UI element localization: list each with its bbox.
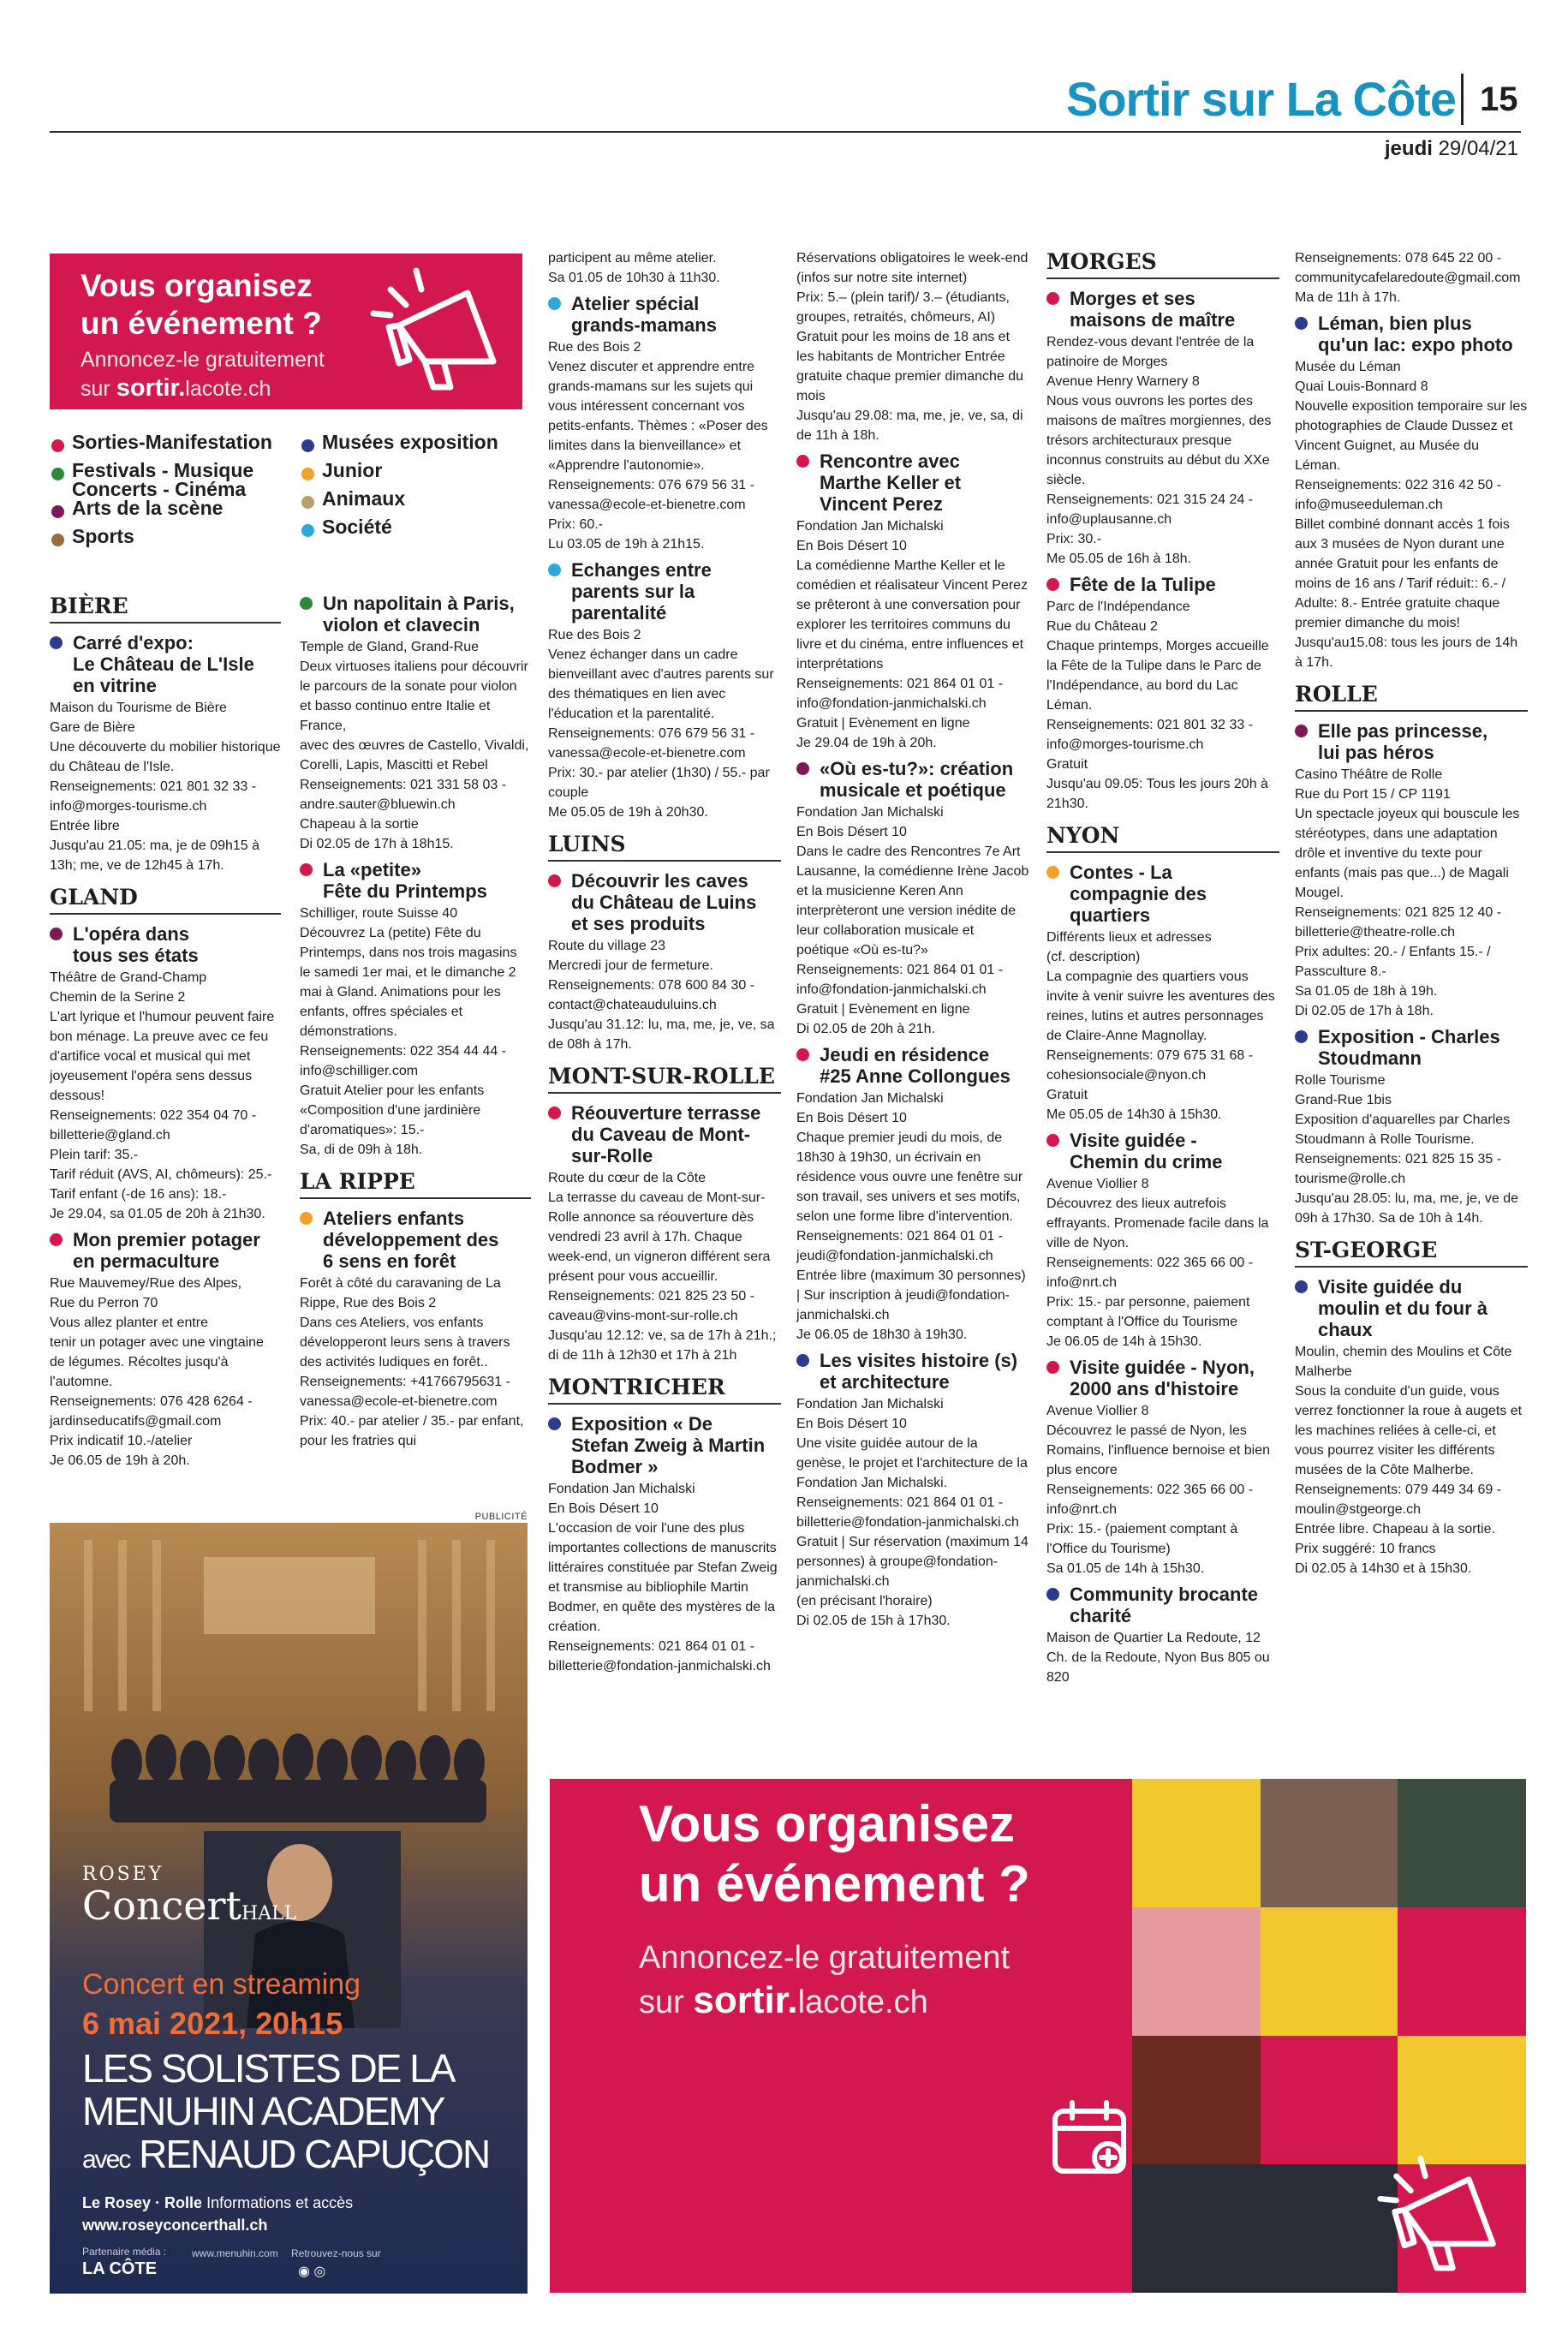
event-title[interactable] <box>1295 1276 1528 1340</box>
event-details: Rue des Bois 2 Venez discuter et apprendre entre grands-mamans sur les sujets qui vous intéressent concernant vos petits-enfants. Thèmes : «Poser des limites dans la bienveillance» et «Apprendre l'autonomie». Renseignements: 076 679 56 31 - vanessa@ecole-et-bienetre.com Prix: 60.- Lu 03.05 de 19h à 21h15. <box>548 340 768 552</box>
streaming-label: Concert en streaming <box>82 1968 361 2001</box>
event-listing[interactable] <box>796 758 1029 1039</box>
event-title-text: Community brocante charité <box>1070 1584 1259 1626</box>
event-details: Temple de Gland, Grand-Rue Deux virtuoses italiens pour découvrir le parcours de la sonate pour violon et basso continuo entre Italie et France, avec des œuvres de Castello, Vivaldi, Corelli, Lapis, Mascitti et Rebel Renseignements: 021 331 58 03 - andre.sauter@bluewin.ch Chapeau à la sortie Di 02.05 de 17h à 18h15. <box>300 640 529 851</box>
calendar-icon <box>1046 2094 1141 2188</box>
event-title[interactable] <box>796 450 1029 515</box>
event-listing[interactable] <box>548 870 781 1054</box>
event-title-text: Echanges entre parents sur la parentalité <box>571 559 712 624</box>
legend-left <box>51 433 308 555</box>
promo-banner[interactable] <box>50 254 522 409</box>
category-dot <box>548 874 561 887</box>
concert-title: LES SOLISTES DE LA MENUHIN ACADEMY avec RENAUD CAPUÇON <box>82 2046 490 2176</box>
legend-label: Société <box>322 516 392 538</box>
legend-label: Musées exposition <box>322 431 498 453</box>
town-heading: MONT-SUR-ROLLE <box>548 1063 781 1094</box>
event-listing[interactable] <box>796 450 1029 753</box>
event-title[interactable] <box>1295 1026 1528 1069</box>
event-title[interactable] <box>548 870 781 934</box>
category-dot <box>1295 317 1308 330</box>
category-dot <box>50 1233 63 1246</box>
category-dot <box>1046 866 1059 879</box>
legend-item <box>301 489 558 517</box>
page-number: 15 <box>1480 81 1518 118</box>
category-dot <box>51 505 64 518</box>
event-title-text: «Où es-tu?»: création musicale et poétique <box>820 758 1014 801</box>
event-title-text: Visite guidée du moulin et du four à chaux <box>1318 1276 1488 1340</box>
issue-date-value: 29/04/21 <box>1438 137 1518 160</box>
event-title[interactable] <box>548 293 781 336</box>
legend-item <box>301 517 558 546</box>
event-title-text: Mon premier potager en permaculture <box>73 1229 260 1272</box>
category-dot <box>50 636 63 649</box>
category-dot <box>1046 292 1059 305</box>
event-title-text: Carré d'expo: Le Château de L'Isle en vitrine <box>73 632 254 696</box>
event-details: Rue Mauvemey/Rue des Alpes, Rue du Perron 70 Vous allez planter et entre tenir un potager avec une vingtaine de légumes. Récoltes jusqu'à l'automne. Renseignements: 076 428 6264 - jardinseducatifs@gmail.com Prix indicatif 10.-/atelier Je 06.05 de 19h à 20h. <box>50 1276 264 1468</box>
event-details: Parc de l'Indépendance Rue du Château 2 Chaque printemps, Morges accueille la Fête de la Tulipe dans le Parc de l'Indépendance, au bord du Lac Léman. Renseignements: 021 801 32 33 - info@morges-tourisme.ch Gratuit Jusqu'au 09.05: Tous les jours 20h à 21h30. <box>1046 600 1269 811</box>
event-details: Rolle Tourisme Grand-Rue 1bis Exposition d'aquarelles par Charles Stoudmann à Rolle Tourisme. Renseignements: 021 825 15 35 - tourisme@rolle.ch Jusqu'au 28.05: lu, ma, me, je, ve de 09h à 17h30. Sa de 10h à 14h. <box>1295 1073 1518 1226</box>
event-details: Théâtre de Grand-Champ Chemin de la Serine 2 L'art lyrique et l'humour peuvent faire bon ménage. La preuve avec ce feu d'artifice vocal et musical qui met joyeusement l'opéra sens dessus dessous! Renseignements: 022 354 04 70 - billetterie@gland.ch Plein tarif: 35.- Tarif réduit (AVS, AI, chômeurs): 25.- Tarif enfant (-de 16 ans): 18.- Je 29.04, sa 01.05 de 20h à 21h30. <box>50 970 275 1221</box>
event-title[interactable] <box>1046 862 1279 926</box>
event-title[interactable] <box>50 1229 281 1272</box>
legend-right <box>301 433 558 546</box>
listing-column-5 <box>1046 248 1279 1692</box>
category-dot <box>548 1417 561 1430</box>
event-listing[interactable] <box>1295 313 1528 672</box>
event-title-text: Exposition « De Stefan Zweig à Martin Bodmer » <box>571 1413 766 1477</box>
event-details: Fondation Jan Michalski En Bois Désert 10 Dans le cadre des Rencontres 7e Art Lausanne, la comédienne Irène Jacob et la musicienne Keren Ann interprèteront une version inédite de leur collaboration musicale et poétique «Où es-tu?» Renseignements: 021 864 01 01 - info@fondation-janmichalski.ch Gratuit | Evènement en ligne Di 02.05 de 20h à 21h. <box>796 805 1029 1036</box>
town-heading: NYON <box>1046 822 1279 853</box>
masthead-divider <box>1461 74 1464 125</box>
event-listing[interactable] <box>548 1413 781 1676</box>
legend-label: Animaux <box>322 487 406 510</box>
event-listing[interactable] <box>1295 1026 1528 1228</box>
legend-item <box>301 433 558 461</box>
event-details: Fondation Jan Michalski En Bois Désert 10 L'occasion de voir l'une des plus importantes collections de manuscrits littéraires constituée par Stefan Zweig et transmise au bibliophile Martin Bodmer, en quête des mystères de la création. Renseignements: 021 864 01 01 - billetterie@fondation-janmichalski.ch <box>548 1482 778 1674</box>
megaphone-icon <box>365 259 519 404</box>
event-listing[interactable] <box>300 593 531 854</box>
social-icons[interactable]: ◉ ◎ <box>298 2264 326 2279</box>
event-title[interactable] <box>548 1102 781 1166</box>
event-title-text: L'opéra dans tous ses états <box>73 923 199 966</box>
section-title: Sortir sur La Côte <box>1066 72 1456 126</box>
event-title[interactable] <box>1046 288 1279 331</box>
event-listing[interactable] <box>1046 574 1279 814</box>
event-details: Avenue Viollier 8 Découvrez le passé de Nyon, les Romains, l'influence bernoise et bien plus encore Renseignements: 022 365 66 00 - info@nrt.ch Prix: 15.- (paiement comptant à l'Office du Tourisme) Sa 01.05 de 14h à 15h30. <box>1046 1404 1270 1576</box>
masthead-rule <box>50 131 1521 133</box>
event-title-text: Découvrir les caves du Château de Luins et ses produits <box>571 870 757 934</box>
legend-label: Festivals - Musique Concerts - Cinéma <box>72 459 254 500</box>
event-title[interactable] <box>796 1044 1029 1087</box>
category-dot <box>301 439 314 452</box>
legend-label: Junior <box>322 459 383 481</box>
category-dot <box>796 1354 809 1367</box>
listing-continuation: Réservations obligatoires le week-end (infos sur notre site internet) Prix: 5.– (plein tarif)/ 3.– (étudiants, groupes, retraités, chômeurs, AI) Gratuit pour les moins de 18 ans et les habitants de Montricher Entrée gratuite chaque premier dimanche du mois Jusqu'au 29.08: ma, me, je, ve, sa, di de 11h à 18h. <box>796 251 1028 443</box>
concert-hall-logo: ConcertHALL <box>82 1882 297 1929</box>
category-dot <box>50 928 63 940</box>
legend-item <box>51 433 308 461</box>
event-title-text: Léman, bien plus qu'un lac: expo photo <box>1318 313 1513 355</box>
event-title[interactable] <box>300 859 531 902</box>
legend-item <box>51 498 308 527</box>
category-dot <box>51 534 64 546</box>
event-details: Fondation Jan Michalski En Bois Désert 10 La comédienne Marthe Keller et le comédien et réalisateur Vincent Perez se prêteront à une conversation pour explorer les territoires communs du livre et du cinéma, entre influences et interprétations Renseignements: 021 864 01 01 - info@fondation-janmichalski.ch Gratuit | Evènement en ligne Je 29.04 de 19h à 20h. <box>796 519 1028 750</box>
category-dot <box>300 1212 313 1225</box>
legend-item <box>51 527 308 555</box>
event-listing[interactable] <box>548 1102 781 1365</box>
event-details: Fondation Jan Michalski En Bois Désert 10 Une visite guidée autour de la genèse, le projet et l'architecture de la Fondation Jan Michalski. Renseignements: 021 864 01 01 - billetterie@fondation-janmichalski.ch Gratuit | Sur réservation (maximum 14 personnes) à groupe@fondation-janmichalski.ch (en précisant l'horaire) Di 02.05 de 15h à 17h30. <box>796 1397 1028 1628</box>
promo-title: Vous organisez un événement ? <box>80 268 322 341</box>
event-listing[interactable] <box>796 1350 1029 1631</box>
category-dot <box>548 564 561 576</box>
legend-label: Sports <box>72 525 134 547</box>
legend-label: Arts de la scène <box>72 497 224 519</box>
event-details: Route du village 23 Mercredi jour de fermeture. Renseignements: 078 600 84 30 - contact@chateauduluins.ch Jusqu'au 31.12: lu, ma, me, je, ve, sa de 08h à 17h. <box>548 939 775 1052</box>
listing-column-2 <box>300 593 531 1456</box>
event-listing[interactable] <box>1295 1276 1528 1578</box>
event-title-text: Contes - La compagnie des quartiers <box>1070 862 1207 926</box>
event-listing[interactable] <box>1046 1130 1279 1351</box>
listing-column-3 <box>548 248 781 1681</box>
event-title-text: Elle pas princesse, lui pas héros <box>1318 720 1488 763</box>
event-title-text: Atelier spécial grands-mamans <box>571 293 717 336</box>
listing-column-4 <box>796 248 1029 1636</box>
event-listing[interactable] <box>796 1044 1029 1345</box>
event-listing[interactable] <box>50 923 281 1224</box>
event-details: Maison du Tourisme de Bière Gare de Bière Une découverte du mobilier historique du Château de l'Isle. Renseignements: 021 801 32 33 - info@morges-tourisme.ch Entrée libre Jusqu'au 21.05: ma, je de 09h15 à 13h; me, ve de 12h45 à 17h. <box>50 701 281 873</box>
event-title[interactable] <box>1046 574 1279 595</box>
event-listing[interactable] <box>300 859 531 1160</box>
sortir-ad-subtitle: Annoncez-le gratuitement sur sortir.lacote.ch <box>639 1940 1011 2021</box>
legend-item <box>301 461 558 489</box>
event-details: Schilliger, route Suisse 40 Découvrez La (petite) Fête du Printemps, dans nos trois magasins le samedi 1er mai, et le dimanche 2 mai à Gland. Animations pour les enfants, offres spéciales et démonstrations. Renseignements: 022 354 44 44 - info@schilliger.com Gratuit Atelier pour les enfants «Composition d'une jardinière d'aromatiques»: 15.- Sa, di de 09h à 18h. <box>300 906 517 1157</box>
issue-date <box>1385 137 1518 161</box>
event-details: Rue des Bois 2 Venez échanger dans un cadre bienveillant avec d'autres parents sur des thématiques en lien avec l'éducation et la parentalité. Renseignements: 076 679 56 31 - vanessa@ecole-et-bienetre.com Prix: 30.- par atelier (1h30) / 55.- par couple Me 05.05 de 19h à 20h30. <box>548 628 774 820</box>
legend-label: Sorties-Manifestation <box>72 431 272 453</box>
promo-subtitle: Annoncez-le gratuitement sur sortir.lacote.ch <box>80 348 325 402</box>
rosey-url[interactable]: www.roseyconcerthall.ch <box>82 2217 268 2234</box>
event-title[interactable] <box>300 593 531 635</box>
menuhin-url[interactable]: www.menuhin.com <box>192 2247 278 2259</box>
partner-logo: LA CÔTE <box>82 2259 158 2278</box>
category-dot <box>1046 578 1059 591</box>
event-title[interactable] <box>548 1413 781 1477</box>
event-listing[interactable] <box>1046 862 1279 1125</box>
partner-label: Partenaire média : <box>82 2246 167 2258</box>
event-listing[interactable] <box>300 1208 531 1451</box>
event-title[interactable] <box>1046 1130 1279 1172</box>
rosey-info: Le Rosey · Rolle Informations et accès <box>82 2194 354 2211</box>
town-heading: BIÈRE <box>50 593 281 624</box>
legend-item <box>51 461 308 498</box>
category-dot <box>548 1107 561 1119</box>
event-title-text: Ateliers enfants développement des 6 sens en forêt <box>323 1208 499 1272</box>
event-title-text: Rencontre avec Marthe Keller et Vincent Perez <box>820 450 962 515</box>
rosey-brand: ROSEY <box>82 1864 164 1885</box>
event-details: Maison de Quartier La Redoute, 12 Ch. de la Redoute, Nyon Bus 805 ou 820 <box>1046 1631 1270 1685</box>
event-listing[interactable] <box>50 632 281 875</box>
category-dot <box>51 468 64 480</box>
event-details: Rendez-vous devant l'entrée de la patinoire de Morges Avenue Henry Warnery 8 Nous vous ouvrons les portes des maisons de maîtres morgiennes, des trésors architecturaux presque inconnus construits au début du XXe siècle. Renseignements: 021 315 24 24 - info@uplausanne.ch Prix: 30.- Me 05.05 de 16h à 18h. <box>1046 335 1272 566</box>
social-label: Retrouvez-nous sur <box>291 2247 381 2259</box>
event-title-text: Réouverture terrasse du Caveau de Mont- sur-Rolle <box>571 1102 761 1166</box>
event-title-text: Un napolitain à Paris, violon et clavecin <box>323 593 515 635</box>
town-heading: GLAND <box>50 884 281 915</box>
event-title[interactable] <box>548 559 781 624</box>
listing-continuation: participent au même atelier. Sa 01.05 de 10h30 à 11h30. <box>548 251 720 285</box>
event-title[interactable] <box>1046 1584 1279 1626</box>
concert-date: 6 mai 2021, 20h15 <box>82 2006 343 2041</box>
event-title-text: Exposition - Charles Stoudmann <box>1318 1026 1500 1069</box>
category-dot <box>1046 1134 1059 1147</box>
event-details: Moulin, chemin des Moulins et Côte Malherbe Sous la conduite d'un guide, vous verrez fonctionner la roue à augets et les machines reliées à celle-ci, et vous pourrez visiter les différents musées de la Côte Malherbe. Renseignements: 079 449 34 69 - moulin@stgeorge.ch Entrée libre. Chapeau à la sortie. Prix suggéré: 10 francs Di 02.05 à 14h30 et à 15h30. <box>1295 1345 1523 1576</box>
category-dot <box>301 524 314 537</box>
category-dot <box>796 762 809 775</box>
issue-day: jeudi <box>1384 137 1433 160</box>
event-title[interactable] <box>50 632 281 696</box>
event-listing[interactable] <box>1295 720 1528 1021</box>
event-title[interactable] <box>1046 1357 1279 1399</box>
event-listing[interactable] <box>1046 288 1279 569</box>
event-title[interactable] <box>796 758 1029 801</box>
event-details: Casino Théâtre de Rolle Rue du Port 15 / CP 1191 Un spectacle joyeux qui bouscule les stéréotypes, dans une adaptation drôle et inventive du texte pour enfants (mais pas que...) de Magali Mougel. Renseignements: 021 825 12 40 - billetterie@theatre-rolle.ch Prix adultes: 20.- / Enfants 15.- / Passculture 8.- Sa 01.05 de 18h à 19h. Di 02.05 de 17h à 18h. <box>1295 767 1520 1018</box>
event-title-text: Morges et ses maisons de maître <box>1070 288 1236 331</box>
town-heading: LUINS <box>548 831 781 862</box>
event-title[interactable] <box>300 1208 531 1272</box>
event-title-text: Les visites histoire (s) et architecture <box>820 1350 1018 1393</box>
sortir-promo-ad[interactable] <box>550 1779 1526 2293</box>
megaphone-icon <box>1372 2147 1517 2284</box>
category-dot <box>1295 725 1308 737</box>
category-dot <box>301 496 314 509</box>
category-dot <box>1046 1588 1059 1601</box>
event-details: Musée du Léman Quai Louis-Bonnard 8 Nouvelle exposition temporaire sur les photographies de Claude Dussez et Vincent Guignet, au Musée du Léman. Renseignements: 022 316 42 50 - info@museeduleman.ch Billet combiné donnant accès 1 fois aux 3 musées de Nyon durant une année Gratuit pour les enfants de moins de 16 ans / Tarif réduit:: 6.- / Adulte: 8.- Entrée gratuite chaque premier dimanche du mois! Jusqu'au15.08: tous les jours de 14h à 17h. <box>1295 360 1528 670</box>
listing-column-1 <box>50 593 281 1476</box>
event-listing[interactable] <box>50 1229 281 1471</box>
event-title[interactable] <box>796 1350 1029 1393</box>
event-title-text: La «petite» Fête du Printemps <box>323 859 487 902</box>
event-details: Différents lieux et adresses (cf. description) La compagnie des quartiers vous invite à venir suivre les aventures des reines, lutins et autres personnages de Claire-Anne Magnollay. Renseignements: 079 675 31 68 - cohesionsociale@nyon.ch Gratuit Me 05.05 de 14h30 à 15h30. <box>1046 930 1275 1122</box>
event-details: Fondation Jan Michalski En Bois Désert 10 Chaque premier jeudi du mois, de 18h30 à 19h30, un écrivain en résidence vous ouvre une fenêtre sur son travail, ses univers et ses motifs, selon une forme libre d'intervention. Renseignements: 021 864 01 01 - jeudi@fondation-janmichalski.ch Entrée libre (maximum 30 personnes) | Sur inscription à jeudi@fondation-janmichalski.ch Je 06.05 de 18h30 à 19h30. <box>796 1091 1026 1342</box>
event-listing[interactable] <box>548 559 781 822</box>
category-dot <box>1295 1280 1308 1293</box>
publicite-label: PUBLICITÉ <box>474 1512 528 1522</box>
category-dot <box>1046 1361 1059 1374</box>
town-heading: MORGES <box>1046 248 1279 279</box>
category-dot <box>796 455 809 468</box>
event-title[interactable] <box>50 923 281 966</box>
event-title[interactable] <box>1295 313 1528 355</box>
category-dot <box>1295 1030 1308 1043</box>
category-dot <box>796 1048 809 1061</box>
event-title-text: Visite guidée - Chemin du crime <box>1070 1130 1223 1172</box>
category-dot <box>300 597 313 610</box>
town-heading: ST-GEORGE <box>1295 1237 1528 1268</box>
listing-column-6 <box>1295 248 1528 1584</box>
event-listing[interactable] <box>548 293 781 554</box>
listing-continuation: Renseignements: 078 645 22 00 - communitycafelaredoute@gmail.com Ma de 11h à 17h. <box>1295 251 1521 305</box>
rosey-concert-ad[interactable] <box>50 1523 528 2294</box>
town-heading: MONTRICHER <box>548 1374 781 1405</box>
event-details: Route du cœur de la Côte La terrasse du caveau de Mont-sur-Rolle annonce sa réouverture dès vendredi 23 avril à 17h. Chaque week-end, un vigneron différent sera présent pour vous accueillir. Renseignements: 021 825 23 50 - caveau@vins-mont-sur-rolle.ch Jusqu'au 12.12: ve, sa de 17h à 21h.; di de 11h à 12h30 et 17h à 21h <box>548 1171 777 1363</box>
event-title-text: Jeudi en résidence #25 Anne Collongues <box>820 1044 1011 1087</box>
event-title[interactable] <box>1295 720 1528 763</box>
event-listing[interactable] <box>1046 1357 1279 1578</box>
category-dot <box>301 468 314 480</box>
town-heading: LA RIPPE <box>300 1168 531 1199</box>
category-dot <box>51 439 64 452</box>
event-details: Avenue Viollier 8 Découvrez des lieux autrefois effrayants. Promenade facile dans la ville de Nyon. Renseignements: 022 365 66 00 - info@nrt.ch Prix: 15.- par personne, paiement comptant à l'Office du Tourisme Je 06.05 de 14h à 15h30. <box>1046 1177 1269 1349</box>
category-dot <box>300 863 313 876</box>
event-title-text: Fête de la Tulipe <box>1070 574 1216 595</box>
category-dot <box>548 297 561 310</box>
event-title-text: Visite guidée - Nyon, 2000 ans d'histoire <box>1070 1357 1255 1399</box>
event-details: Forêt à côté du caravaning de La Rippe, Rue des Bois 2 Dans ces Ateliers, vos enfants développeront leurs sens à travers des activités ludiques en forêt.. Renseignements: +41766795631 - vanessa@ecole-et-bienetre.com Prix: 40.- par atelier / 35.- par enfant, pour les fratries qui <box>300 1276 524 1448</box>
sortir-ad-title: Vous organisez un événement ? <box>639 1795 1030 1912</box>
town-heading: ROLLE <box>1295 681 1528 712</box>
event-listing[interactable] <box>1046 1584 1279 1687</box>
